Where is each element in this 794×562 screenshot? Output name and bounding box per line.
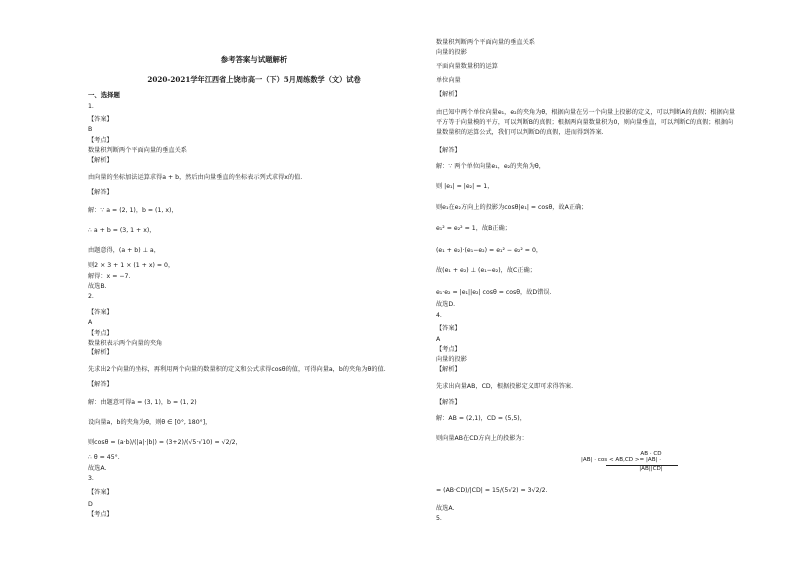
answer-tag: 【答案】 — [88, 116, 113, 123]
knowledge-tag: 【考点】 — [88, 330, 113, 337]
solution-line: 解：∵ 两个单位向量e₁，e₂的夹角为θ， — [436, 163, 545, 170]
solution-line: 解：由题意可得a = (3, 1)，b = (1, 2) — [88, 399, 197, 406]
solution-line: 则cosθ = (a·b)/(|a|·|b|) = (3+2)/(√5·√10) = √2/2， — [88, 439, 242, 446]
analysis-tag: 【解析】 — [88, 157, 113, 164]
solution-line: 则2 × 3 + 1 × (1 + x) = 0， — [88, 262, 175, 269]
knowledge-point: 平面向量数量积的运算 — [436, 63, 498, 70]
answer-value: A — [436, 336, 441, 343]
solution-tag: 【解答】 — [88, 189, 113, 196]
formula-denominator: |AB||CD| — [639, 466, 663, 473]
solution-line: 故(e₁ + e₂) ⊥ (e₁−e₂)，故C正确； — [436, 267, 536, 274]
solution-line: 故选B. — [88, 283, 107, 290]
analysis-tag: 【解析】 — [88, 349, 113, 356]
solution-line: 故选D. — [436, 301, 456, 308]
answer-tag: 【答案】 — [88, 489, 113, 496]
analysis-text: 由向量的坐标加法运算求得a + b，然后由向量垂直的坐标表示列式求得x的值. — [88, 174, 303, 181]
solution-line: 则e₁在e₂方向上的投影为cosθ|e₁| = cosθ，故A正确； — [436, 204, 588, 211]
question-number: 1. — [88, 103, 94, 110]
knowledge-point: 数量积判断两个平面向量的垂直关系 — [88, 147, 187, 154]
solution-line: 解：∵ a = (2, 1)，b = (1, x)， — [88, 207, 178, 214]
formula-numerator: AB · CD — [640, 451, 662, 457]
section-heading: 一、选择题 — [88, 91, 120, 99]
solution-line: 故选A. — [436, 505, 455, 512]
formula-body: |AB| · cos < AB,CD >= |AB| · — [581, 456, 661, 463]
analysis-text: 先求出向量AB，CD，根据投影定义即可求得答案. — [436, 383, 574, 390]
answer-tag: 【答案】 — [436, 325, 461, 332]
knowledge-point: 向量的投影 — [436, 356, 467, 363]
analysis-text: 先求出2个向量的坐标，再利用两个向量的数量积的定义和公式求得cosθ的值，可得向量a，b的夹角为θ的值. — [88, 366, 386, 373]
question-number: 2. — [88, 293, 94, 300]
solution-line: 由题意得，(a + b) ⊥ a， — [88, 247, 160, 254]
solution-line: = (AB·CD)/|CD| = 15/(5√2) = 3√2/2. — [436, 487, 548, 494]
answer-value: B — [88, 126, 93, 133]
page-title: 参考答案与试题解析 — [220, 55, 288, 64]
answer-value: A — [88, 319, 93, 326]
solution-line: e₁² = e₂² = 1，故B正确； — [436, 225, 511, 232]
solution-line: 则向量AB在CD方向上的投影为： — [436, 435, 528, 442]
right-column — [436, 0, 736, 562]
solution-line: 则 |e₁| = |e₂| = 1， — [436, 183, 494, 190]
solution-tag: 【解答】 — [436, 399, 461, 406]
knowledge-tag: 【考点】 — [88, 137, 113, 144]
question-number: 4. — [436, 312, 442, 319]
answer-value: D — [88, 501, 93, 508]
solution-line: 设向量a，b的夹角为θ，则θ ∈ [0°, 180°]， — [88, 419, 212, 426]
analysis-tag: 【解析】 — [436, 366, 461, 373]
left-column — [88, 0, 420, 562]
exam-title: 2020-2021学年江西省上饶市高一（下）5月周练数学（文）试卷 — [147, 75, 361, 84]
knowledge-tag: 【考点】 — [88, 511, 113, 518]
knowledge-point: 数量积判断两个平面向量的垂直关系 — [436, 39, 535, 46]
solution-line: e₁·e₂ = |e₁||e₂| cosθ = cosθ，故D错误. — [436, 289, 552, 296]
question-number: 5. — [436, 515, 442, 522]
solution-line: 故选A. — [88, 465, 107, 472]
knowledge-tag: 【考点】 — [436, 346, 461, 353]
answer-tag: 【答案】 — [88, 309, 113, 316]
analysis-tag: 【解析】 — [436, 91, 461, 98]
question-number: 3. — [88, 475, 94, 482]
knowledge-point: 数量积表示两个向量的夹角 — [88, 340, 163, 347]
solution-line: ∴ a + b = (3, 1 + x)， — [88, 227, 156, 234]
solution-tag: 【解答】 — [436, 147, 461, 154]
projection-formula — [546, 452, 696, 473]
knowledge-point: 向量的投影 — [436, 49, 467, 56]
solution-line: 解得：x = −7. — [88, 273, 131, 280]
analysis-text: 由已知中两个单位向量e₁，e₂的夹角为θ，根据向量在另一个向量上投影的定义，可以判断A的真假；根据向量平方等于向量模的平方，可以判断B的真假；根据两向量数量积为0，则向量垂直，可以判断C的真假；根据向量数量积的运算公式，我们可以判断D的真假，进而得到答案. — [436, 109, 736, 136]
solution-line: ∴ θ = 45°. — [88, 454, 120, 461]
knowledge-point: 单位向量 — [436, 77, 461, 84]
solution-line: 解：AB = (2,1)，CD = (5,5)， — [436, 415, 526, 422]
solution-line: (e₁ + e₂)·(e₁−e₂) = e₁² − e₂² = 0， — [436, 247, 543, 254]
solution-tag: 【解答】 — [88, 381, 113, 388]
